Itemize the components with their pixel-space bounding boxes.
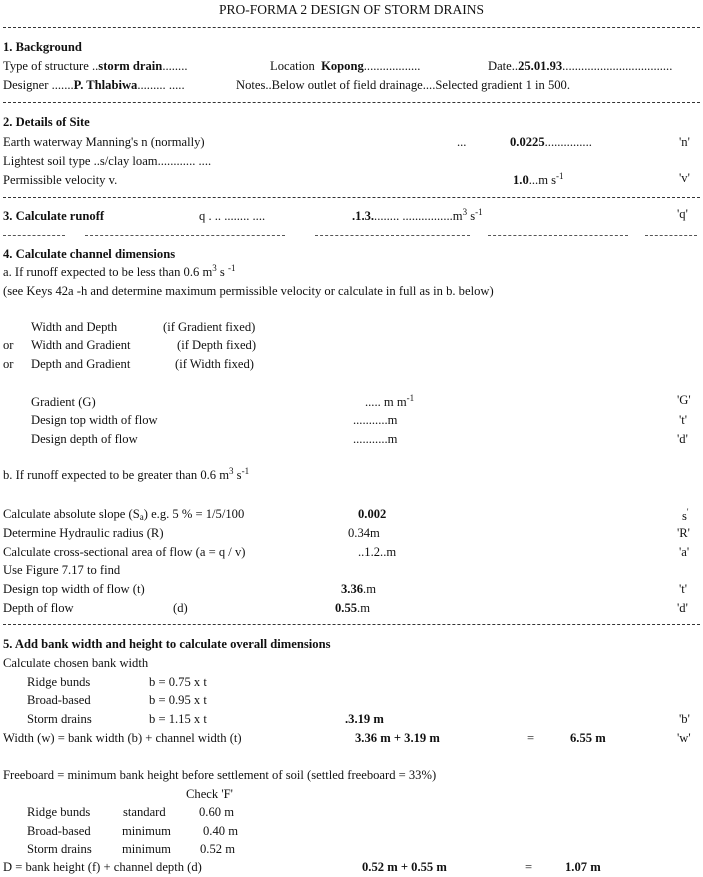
broad-based-label: Broad-based xyxy=(27,693,91,707)
designer-row xyxy=(3,79,185,92)
gradient-label: Gradient (G) xyxy=(31,395,96,409)
separator xyxy=(3,197,700,198)
design-top-width-code: 't' xyxy=(679,582,688,596)
velocity-unit: ...m s xyxy=(528,173,557,187)
case-a-mid: s xyxy=(216,265,228,279)
runoff-value-row xyxy=(352,207,483,223)
date-label: Date.. xyxy=(488,59,519,73)
manning-code: 'n' xyxy=(679,135,690,149)
designer-dots: ......... ..... xyxy=(137,78,185,92)
area-label: Calculate cross-sectional area of flow (a = q / v) xyxy=(3,545,246,559)
section-5-heading: 5. Add bank width and height to calculate overall dimensions xyxy=(3,637,331,651)
case-b-text: b. If runoff expected to be greater than 0.6 m xyxy=(3,468,230,482)
structure-type-dots: ........ xyxy=(162,59,188,73)
case-b-exp-2: -1 xyxy=(241,466,250,476)
overall-width-code: 'w' xyxy=(677,731,691,745)
manning-value: 0.0225 xyxy=(510,135,545,149)
slope-label xyxy=(3,508,244,521)
runoff-q-label: q . .. ........ .... xyxy=(199,209,266,223)
freeboard-definition: Freeboard = minimum bank height before settlement of soil (settled freeboard = 33%) xyxy=(3,768,437,782)
section-3-heading: 3. Calculate runoff xyxy=(3,209,105,223)
velocity-code: 'v' xyxy=(679,171,690,185)
page-title: PRO-FORMA 2 DESIGN OF STORM DRAINS xyxy=(219,2,484,17)
slope-sub: a xyxy=(139,512,144,522)
location-label: Location xyxy=(270,59,315,73)
gradient-exp: -1 xyxy=(406,393,415,403)
check-storm-drains-value: 0.52 m xyxy=(200,842,235,856)
runoff-exp-1: 3 xyxy=(462,207,468,217)
slope-label-pre: Calculate absolute slope (S xyxy=(3,507,140,521)
case-a-line xyxy=(3,263,236,279)
top-width-code: 't' xyxy=(679,413,688,427)
depth-of-flow-label: Depth of flow xyxy=(3,601,74,615)
runoff-dots: ........ ................ xyxy=(374,209,453,223)
overall-width-equals: = xyxy=(527,731,535,745)
check-freeboard: Check 'F' xyxy=(186,787,233,801)
depth-code: 'd' xyxy=(677,432,688,446)
bank-width-value: .3.19 m xyxy=(345,712,384,726)
case-b-line xyxy=(3,466,250,482)
depth-of-flow-symbol: (d) xyxy=(173,601,188,615)
soil-type-row: Lightest soil type ..s/clay loam............ .... xyxy=(3,154,212,168)
runoff-exp-2: -1 xyxy=(475,207,483,217)
velocity-value-row xyxy=(513,171,564,187)
section-2-heading: 2. Details of Site xyxy=(3,115,90,129)
case-a-exp-2: -1 xyxy=(227,263,236,273)
date-value: 25.01.93 xyxy=(518,59,563,73)
bank-height-value: 1.07 m xyxy=(565,860,601,874)
separator xyxy=(3,624,700,625)
overall-width-expression: 3.36 m + 3.19 m xyxy=(355,731,440,745)
separator xyxy=(645,235,697,236)
velocity-label: Permissible velocity v. xyxy=(3,173,118,187)
figure-reference: Use Figure 7.17 to find xyxy=(3,563,121,577)
runoff-value: .1.3. xyxy=(352,209,375,223)
option-2-condition: (if Depth fixed) xyxy=(177,338,257,352)
gradient-value: ..... m m xyxy=(365,395,407,409)
case-b-exp-1: 3 xyxy=(229,466,234,476)
separator xyxy=(3,235,65,236)
top-width-label: Design top width of flow xyxy=(31,413,158,427)
option-1-condition: (if Gradient fixed) xyxy=(163,320,256,334)
slope-value: 0.002 xyxy=(358,507,387,521)
runoff-code: 'q' xyxy=(677,207,688,221)
option-3-label: Depth and Gradient xyxy=(31,357,131,371)
case-b-mid: s xyxy=(233,468,242,482)
depth-of-flow-value-row xyxy=(335,602,370,615)
structure-type-row xyxy=(3,60,188,73)
bank-height-equals: = xyxy=(525,860,533,874)
overall-width-label: Width (w) = bank width (b) + channel width (t) xyxy=(3,731,242,745)
structure-type-label: Type of structure .. xyxy=(3,59,99,73)
bank-width-subheading: Calculate chosen bank width xyxy=(3,656,149,670)
hydraulic-radius-code: 'R' xyxy=(677,526,690,540)
check-ridge-bunds-label: Ridge bunds xyxy=(27,805,91,819)
location-row xyxy=(270,60,420,73)
slope-code-mark: ' xyxy=(686,507,689,517)
section-1-heading: 1. Background xyxy=(3,40,82,54)
velocity-value: 1.0 xyxy=(513,173,529,187)
case-a-text: a. If runoff expected to be less than 0.6 m xyxy=(3,265,213,279)
check-broad-based-kind: minimum xyxy=(122,824,171,838)
designer-value: P. Thlabiwa xyxy=(73,78,138,92)
ridge-bunds-formula: b = 0.75 x t xyxy=(149,675,207,689)
option-3-or: or xyxy=(3,357,14,371)
manning-dots: ... xyxy=(457,135,467,149)
location-dots: .................. xyxy=(363,59,421,73)
section-4-heading: 4. Calculate channel dimensions xyxy=(3,247,176,261)
slope-code-letter: s xyxy=(682,509,687,523)
check-storm-drains-kind: minimum xyxy=(122,842,171,856)
case-a-exp-1: 3 xyxy=(212,263,217,273)
slope-label-post: ) e.g. 5 % = 1/5/100 xyxy=(143,507,245,521)
design-top-width-label: Design top width of flow (t) xyxy=(3,582,145,596)
design-top-width-value: 3.36 xyxy=(341,582,364,596)
slope-code xyxy=(682,507,689,523)
separator xyxy=(315,235,470,236)
design-top-width-value-row xyxy=(341,583,376,596)
storm-drains-label: Storm drains xyxy=(27,712,92,726)
manning-label: Earth waterway Manning's n (normally) xyxy=(3,135,205,149)
check-ridge-bunds-kind: standard xyxy=(123,805,166,819)
bank-height-expression: 0.52 m + 0.55 m xyxy=(362,860,447,874)
date-row xyxy=(488,60,672,73)
check-broad-based-label: Broad-based xyxy=(27,824,91,838)
separator xyxy=(85,235,285,236)
option-3-condition: (if Width fixed) xyxy=(175,357,254,371)
date-dots: ................................... xyxy=(562,59,673,73)
velocity-exponent: -1 xyxy=(556,171,564,181)
manning-value-row xyxy=(510,136,592,149)
overall-width-value: 6.55 m xyxy=(570,731,606,745)
check-storm-drains-label: Storm drains xyxy=(27,842,92,856)
check-ridge-bunds-value: 0.60 m xyxy=(199,805,234,819)
runoff-unit-2: s xyxy=(467,209,476,223)
separator xyxy=(3,27,700,28)
notes-text: Notes..Below outlet of field drainage....Selected gradient 1 in 500. xyxy=(236,78,570,92)
option-2-label: Width and Gradient xyxy=(31,338,131,352)
bank-width-code: 'b' xyxy=(679,712,690,726)
hydraulic-radius-label: Determine Hydraulic radius (R) xyxy=(3,526,164,540)
broad-based-formula: b = 0.95 x t xyxy=(149,693,207,707)
runoff-unit: m xyxy=(452,209,463,223)
manning-tail: ............... xyxy=(544,135,592,149)
top-width-value: ...........m xyxy=(353,413,398,427)
depth-of-flow-unit: .m xyxy=(357,601,370,615)
option-2-or: or xyxy=(3,338,14,352)
gradient-code: 'G' xyxy=(677,393,691,407)
separator xyxy=(3,102,700,103)
location-value: Kopong xyxy=(321,59,364,73)
separator xyxy=(488,235,628,236)
structure-type-value: storm drain xyxy=(98,59,163,73)
design-top-width-unit: .m xyxy=(363,582,376,596)
depth-of-flow-value: 0.55 xyxy=(335,601,358,615)
depth-label: Design depth of flow xyxy=(31,432,138,446)
case-a-note: (see Keys 42a -h and determine maximum permissible velocity or calculate in full as in b. below) xyxy=(3,284,494,298)
area-code: 'a' xyxy=(679,545,690,559)
area-value: ..1.2..m xyxy=(358,545,397,559)
designer-label: Designer ....... xyxy=(3,78,74,92)
gradient-value-row xyxy=(365,393,415,409)
depth-value: ...........m xyxy=(353,432,398,446)
depth-of-flow-code: 'd' xyxy=(677,601,688,615)
check-broad-based-value: 0.40 m xyxy=(203,824,238,838)
bank-height-label: D = bank height (f) + channel depth (d) xyxy=(3,860,202,874)
ridge-bunds-label: Ridge bunds xyxy=(27,675,91,689)
storm-drains-formula: b = 1.15 x t xyxy=(149,712,207,726)
hydraulic-radius-value: 0.34m xyxy=(348,526,380,540)
option-1-label: Width and Depth xyxy=(31,320,118,334)
